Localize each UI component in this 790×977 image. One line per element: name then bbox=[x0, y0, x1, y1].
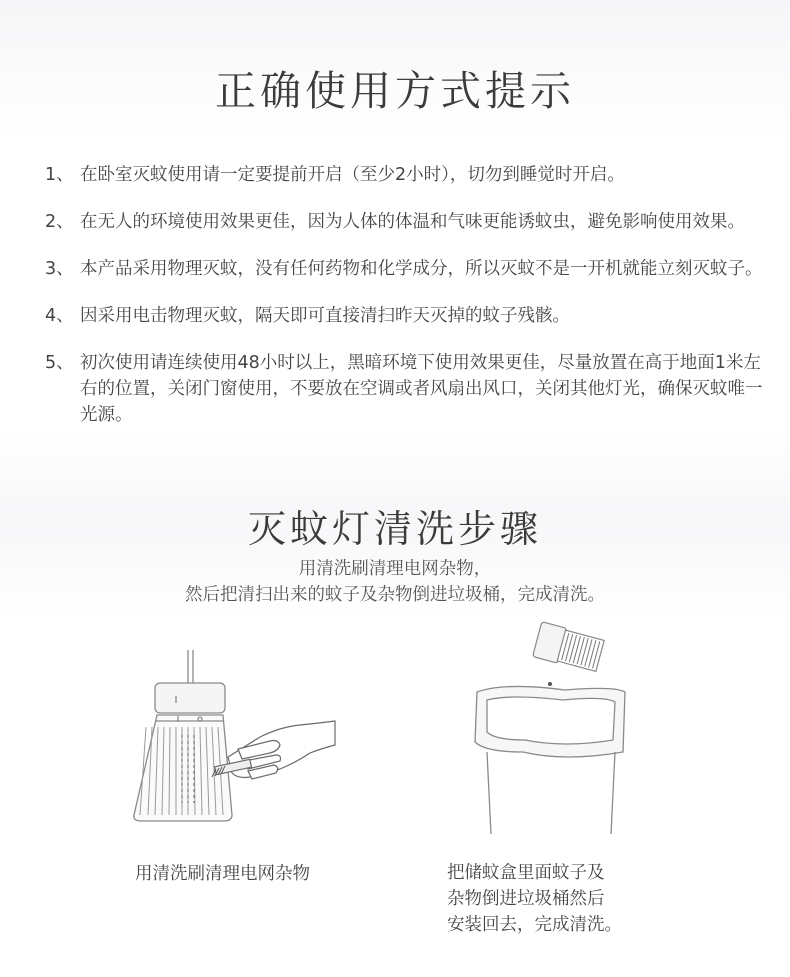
cleaning-subtitle-line-1: 用清洗刷清理电网杂物， bbox=[298, 559, 492, 579]
usage-tips-title: 正确使用方式提示 bbox=[215, 67, 575, 115]
tip-text: 本产品采用物理灭蚊，没有任何药物和化学成分，所以灭蚊不是一开机就能立刻灭蚊子。 bbox=[80, 259, 763, 279]
trash-bin-illustration bbox=[465, 612, 645, 837]
tip-number: 3、 bbox=[45, 259, 74, 279]
tip-number: 4、 bbox=[45, 306, 74, 326]
tip-text: 初次使用请连续使用48小时以上，黑暗环境下使用效果更佳，尽量放置在高于地面1米左右的位置，关闭门窗使用，不要放在空调或者风扇出风口，关闭其他灯光，确保灭蚊唯一光源。 bbox=[80, 353, 763, 425]
tip-text: 在无人的环境使用效果更佳，因为人体的体温和气味更能诱蚊虫，避免影响使用效果。 bbox=[80, 212, 745, 232]
tip-text: 因采用电击物理灭蚊，隔天即可直接清扫昨天灭掉的蚊子残骸。 bbox=[80, 306, 570, 326]
tip-item-5 bbox=[45, 350, 765, 428]
step2-caption bbox=[447, 860, 707, 938]
cleaning-subtitle-line-2: 然后把清扫出来的蚊子及杂物倒进垃圾桶，完成清洗。 bbox=[185, 585, 605, 605]
tip-number: 5、 bbox=[45, 353, 74, 373]
tip-number: 2、 bbox=[45, 212, 74, 232]
tip-item-1 bbox=[45, 162, 765, 188]
tip-item-2 bbox=[45, 209, 765, 235]
lamp-brush-illustration bbox=[120, 645, 360, 835]
usage-tips-list bbox=[45, 162, 765, 449]
step2-caption-line-3: 安装回去，完成清洗。 bbox=[447, 915, 622, 935]
cleaning-subtitle bbox=[0, 556, 790, 608]
tip-text: 在卧室灭蚊使用请一定要提前开启（至少2小时），切勿到睡觉时开启。 bbox=[80, 165, 625, 185]
tip-item-3 bbox=[45, 256, 765, 282]
step2-caption-line-1: 把储蚊盒里面蚊子及 bbox=[447, 863, 605, 883]
cleaning-steps-title: 灭蚊灯清洗步骤 bbox=[247, 507, 542, 551]
tip-item-4 bbox=[45, 303, 765, 329]
step1-caption: 用清洗刷清理电网杂物 bbox=[135, 864, 310, 884]
tip-number: 1、 bbox=[45, 165, 74, 185]
step2-caption-line-2: 杂物倒进垃圾桶然后 bbox=[447, 889, 605, 909]
